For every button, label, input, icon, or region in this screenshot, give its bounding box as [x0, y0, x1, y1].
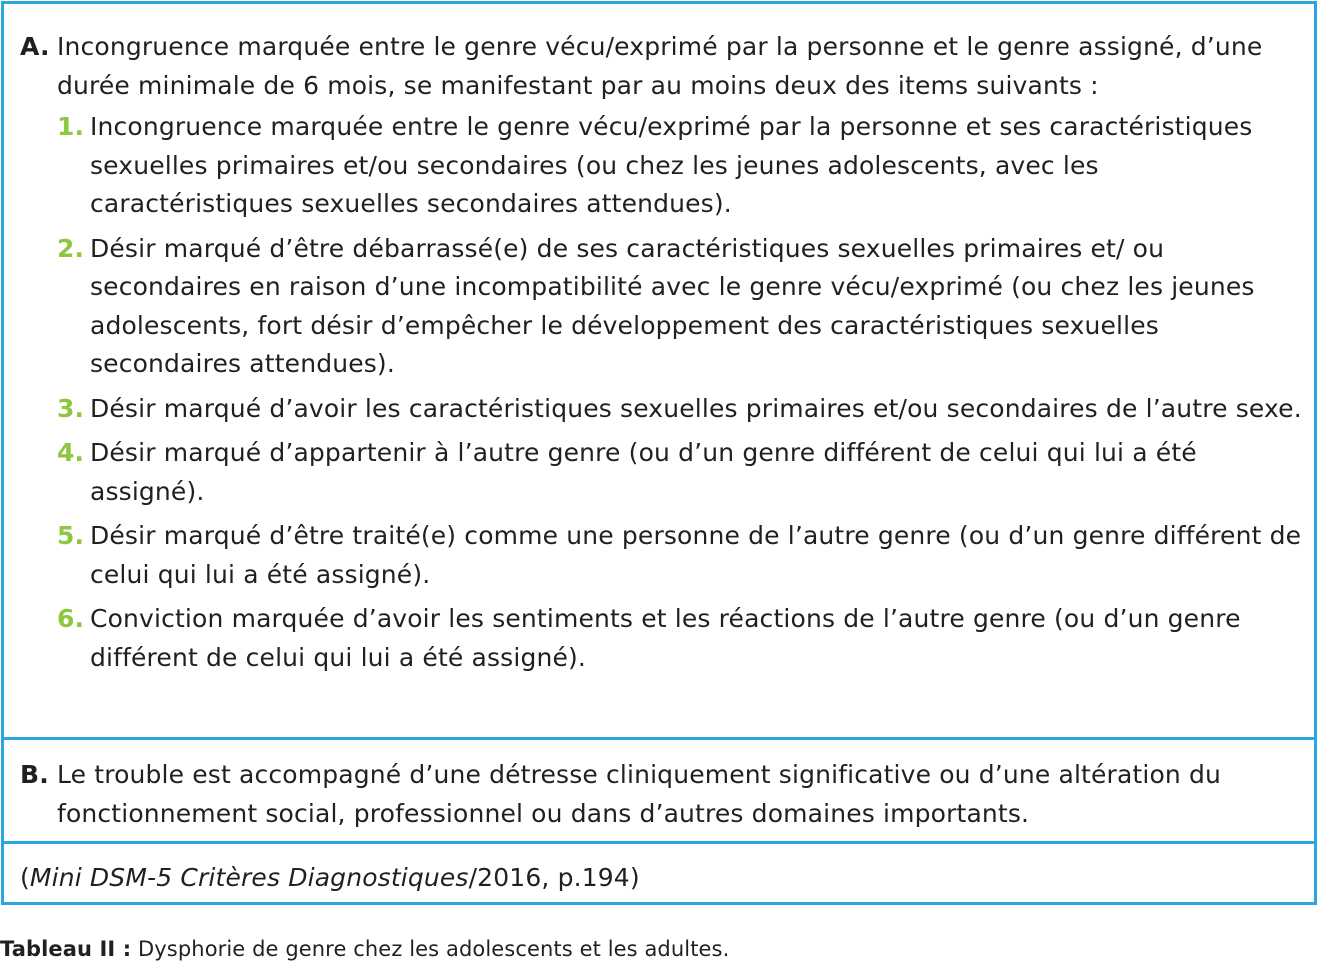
criteria-table — [1, 1, 1317, 905]
source-section — [4, 841, 1314, 905]
criterion-b-text: Le trouble est accompagné d’une détresse cliniquement significative ou d’une altération du fonctionnement social, professionnel ou dans d’autres domaines importants. — [57, 760, 1222, 828]
source-open-paren: ( — [20, 863, 30, 892]
item-text: Désir marqué d’être débarrassé(e) de ses caractéristiques sexuelles primaires et/ ou secondaires en raison d’une incompatibilité avec le genre vécu/exprimé (ou chez les jeunes adolescents, fort désir d’empêcher le développement des caractéristiques sexuelles secondaires attendues). — [90, 233, 1255, 378]
item-number: 5. — [57, 521, 85, 550]
source-citation — [20, 859, 640, 897]
caption-text: Dysphorie de genre chez les adolescents et les adultes. — [131, 937, 730, 961]
criterion-b-letter: B. — [20, 760, 49, 789]
item-text: Conviction marquée d’avoir les sentiments et les réactions de l’autre genre (ou d’un genre différent de celui qui lui a été assigné). — [90, 604, 1241, 672]
criterion-item — [57, 230, 1304, 384]
criterion-b — [20, 756, 1304, 833]
criterion-item — [57, 390, 1304, 429]
item-text: Désir marqué d’appartenir à l’autre genre (ou d’un genre différent de celui qui lui a été assigné). — [90, 438, 1197, 506]
criterion-b-section — [4, 737, 1314, 841]
criterion-a-text: Incongruence marquée entre le genre vécu/exprimé par la personne et le genre assigné, d’une durée minimale de 6 mois, se manifestant par au moins deux des items suivants : — [57, 32, 1263, 100]
criterion-item — [57, 600, 1304, 677]
item-number: 6. — [57, 604, 85, 633]
item-text: Incongruence marquée entre le genre vécu/exprimé par la personne et ses caractéristiques sexuelles primaires et/ou secondaires (ou chez les jeunes adolescents, avec les caractéristiques sexuelles secondaires attendues). — [90, 112, 1253, 218]
item-number: 4. — [57, 438, 85, 467]
caption-label: Tableau II : — [0, 937, 132, 961]
item-number: 2. — [57, 233, 85, 263]
criterion-a — [20, 28, 1304, 683]
criterion-item — [57, 517, 1304, 594]
source-title: Mini DSM-5 Critères Diagnostiques — [29, 863, 469, 892]
criterion-a-items — [57, 108, 1304, 677]
item-text: Désir marqué d’avoir les caractéristiques sexuelles primaires et/ou secondaires de l’autre sexe. — [90, 393, 1302, 423]
criterion-a-section — [4, 4, 1314, 737]
item-number: 3. — [57, 393, 85, 423]
criterion-a-letter: A. — [20, 32, 50, 61]
item-number: 1. — [57, 112, 85, 141]
table-caption — [0, 935, 729, 963]
criterion-item — [57, 108, 1304, 224]
criterion-item — [57, 434, 1304, 511]
item-text: Désir marqué d’être traité(e) comme une personne de l’autre genre (ou d’un genre différent de celui qui lui a été assigné). — [90, 521, 1302, 589]
source-rest: /2016, p.194) — [468, 863, 640, 892]
